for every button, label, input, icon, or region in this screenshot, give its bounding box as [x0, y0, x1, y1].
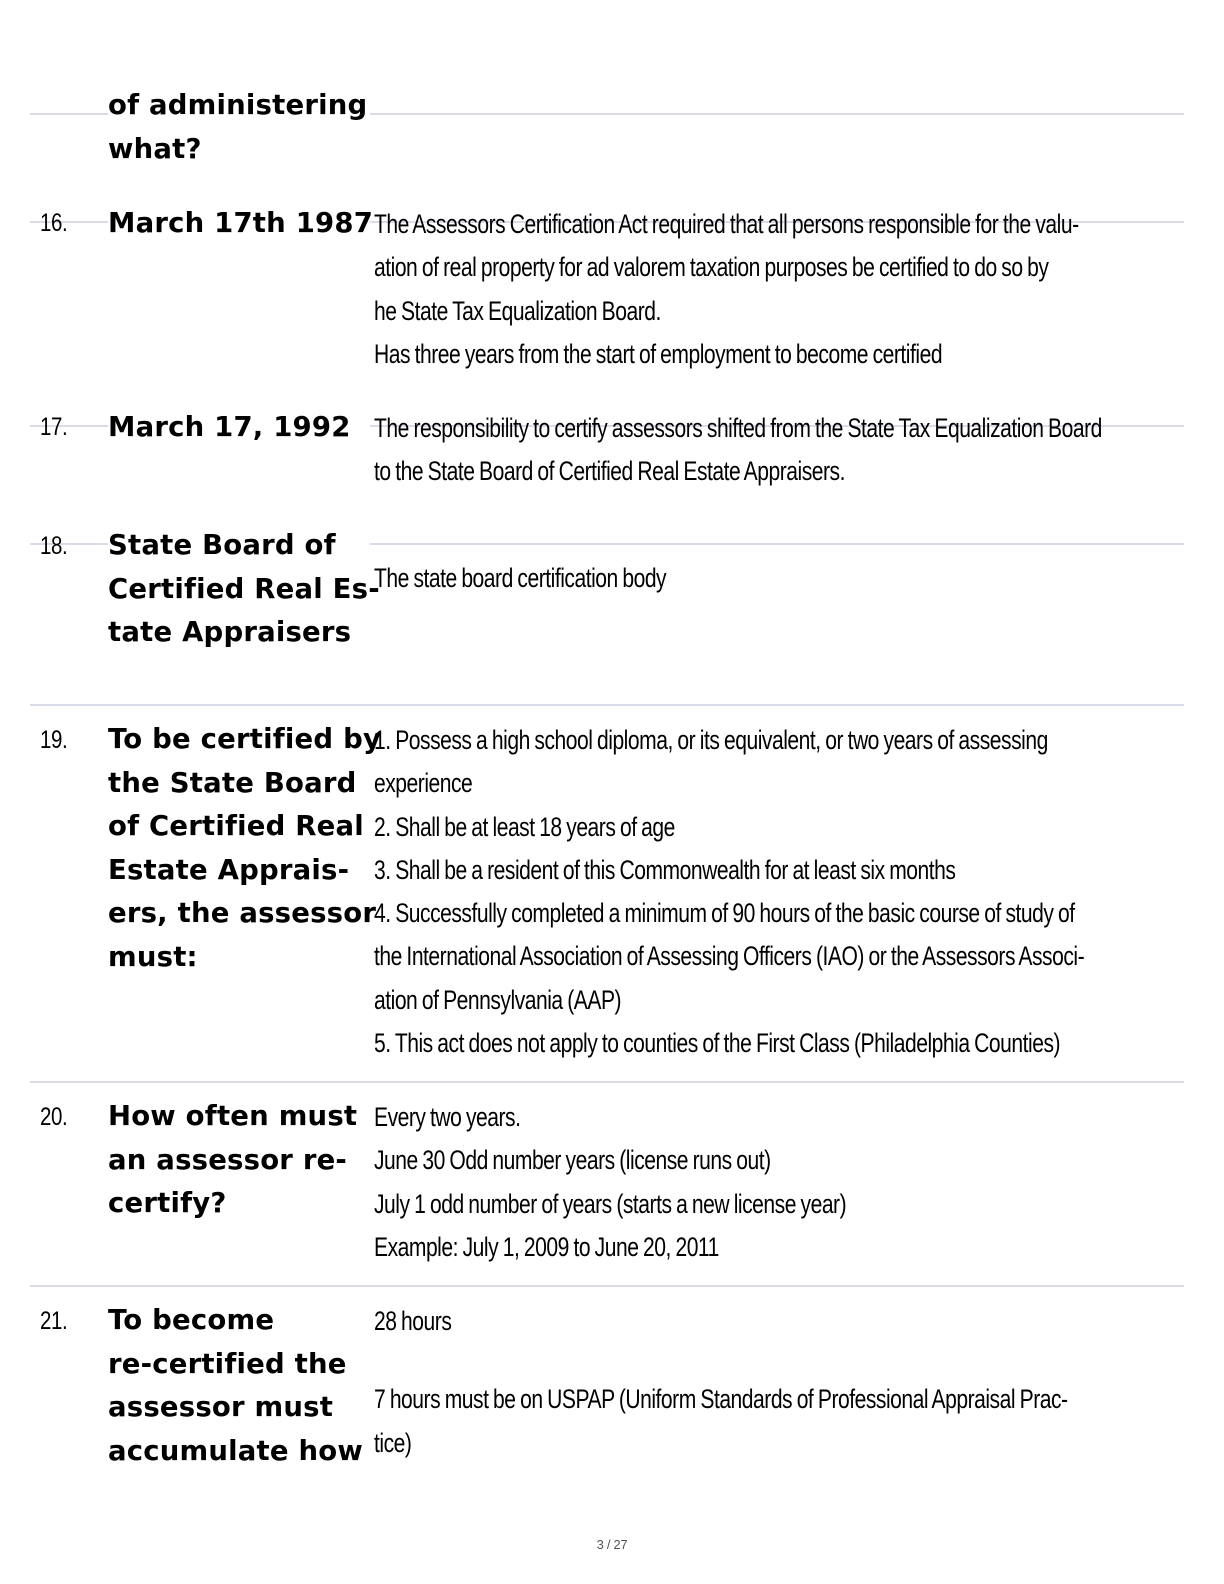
term-line: March 17th 1987	[108, 207, 374, 239]
term-line: assessor must	[108, 1391, 334, 1423]
definition-line: The state board certification body	[374, 563, 667, 593]
page-indicator: 3 / 27	[596, 1537, 628, 1552]
entry-number: 18.	[40, 532, 68, 560]
definition-line: 5. This act does not apply to counties of the First Class (Philadelphia Counties)	[374, 1028, 1061, 1059]
entry-number: 21.	[40, 1307, 68, 1335]
definition	[374, 557, 1161, 600]
term-line: what?	[108, 132, 202, 165]
term-line: tate Appraisers	[108, 616, 352, 648]
definition-line: Every two years.	[374, 1102, 521, 1132]
row-divider	[30, 1081, 1184, 1083]
term-line: March 17, 1992	[108, 411, 351, 443]
term-line: To become	[108, 1304, 275, 1336]
definition-line: The responsibility to certify assessors shifted from the State Tax Equalization Board	[374, 413, 1102, 443]
term-line: the State Board	[108, 766, 357, 799]
row-divider	[30, 1285, 1184, 1287]
definition-line: Example: July 1, 2009 to June 20, 2011	[374, 1231, 719, 1262]
definition-line: the International Association of Assessing Officers (IAO) or the Assessors Associ-	[374, 941, 1085, 972]
definition	[374, 1096, 1161, 1269]
term-line: To be certified by	[108, 723, 382, 755]
entry-number: 17.	[40, 413, 68, 441]
term	[108, 406, 370, 450]
term	[108, 202, 374, 246]
term	[108, 718, 382, 979]
term	[108, 1299, 370, 1473]
definition	[374, 1300, 1161, 1465]
term-line: Certified Real Es-	[108, 572, 380, 605]
definition-line: June 30 Odd number years (license runs out)	[374, 1145, 771, 1176]
row-divider	[30, 704, 1184, 706]
definition-line: to the State Board of Certified Real Estate Appraisers.	[374, 456, 845, 487]
definition-line: he State Tax Equalization Board.	[374, 295, 661, 326]
definition-line: 7 hours must be on USPAP (Uniform Standards of Professional Appraisal Prac-	[374, 1384, 1068, 1415]
definition-line: July 1 odd number of years (starts a new license year)	[374, 1188, 847, 1219]
term-line: Estate Apprais-	[108, 853, 350, 886]
entry-number: 16.	[40, 209, 68, 237]
term-line: of Certified Real	[108, 810, 364, 842]
term-line: certify?	[108, 1187, 227, 1219]
definition-line: 2. Shall be at least 18 years of age	[374, 811, 675, 842]
definition-line: experience	[374, 768, 473, 799]
definition-line: 1. Possess a high school diploma, or its equivalent, or two years of assessing	[374, 725, 1048, 755]
term-line: an assessor re-	[108, 1143, 348, 1176]
term-line: How often must	[108, 1100, 358, 1132]
entry-number: 20.	[40, 1103, 68, 1131]
definition-line: 4. Successfully completed a minimum of 90 hours of the basic course of study of	[374, 898, 1075, 929]
definition-line: tice)	[374, 1427, 412, 1458]
term-line: of administering	[108, 89, 368, 121]
definition-line: The Assessors Certification Act required that all persons responsible for the valu-	[374, 209, 1079, 239]
term-line: State Board of	[108, 529, 336, 561]
definition-line	[374, 1343, 1161, 1378]
definition-line: ation of Pennsylvania (AAP)	[374, 984, 622, 1015]
definition-line: 3. Shall be a resident of this Commonwealth for at least six months	[374, 854, 956, 885]
term-line: must:	[108, 940, 198, 973]
term-line: accumulate how	[108, 1434, 363, 1467]
term-continuation	[108, 84, 370, 171]
entry-number: 19.	[40, 726, 68, 754]
definition-line: 28 hours	[374, 1306, 452, 1336]
term	[108, 524, 380, 655]
definition	[374, 719, 1161, 1065]
term	[108, 1095, 370, 1226]
definition	[374, 407, 1161, 494]
term-line: re-certified the	[108, 1347, 347, 1380]
definition-line: ation of real property for ad valorem taxation purposes be certified to do so by	[374, 252, 1049, 283]
definition	[374, 203, 1161, 376]
term-line: ers, the assessor	[108, 897, 377, 929]
definition-line: Has three years from the start of employment to become certified	[374, 338, 943, 369]
